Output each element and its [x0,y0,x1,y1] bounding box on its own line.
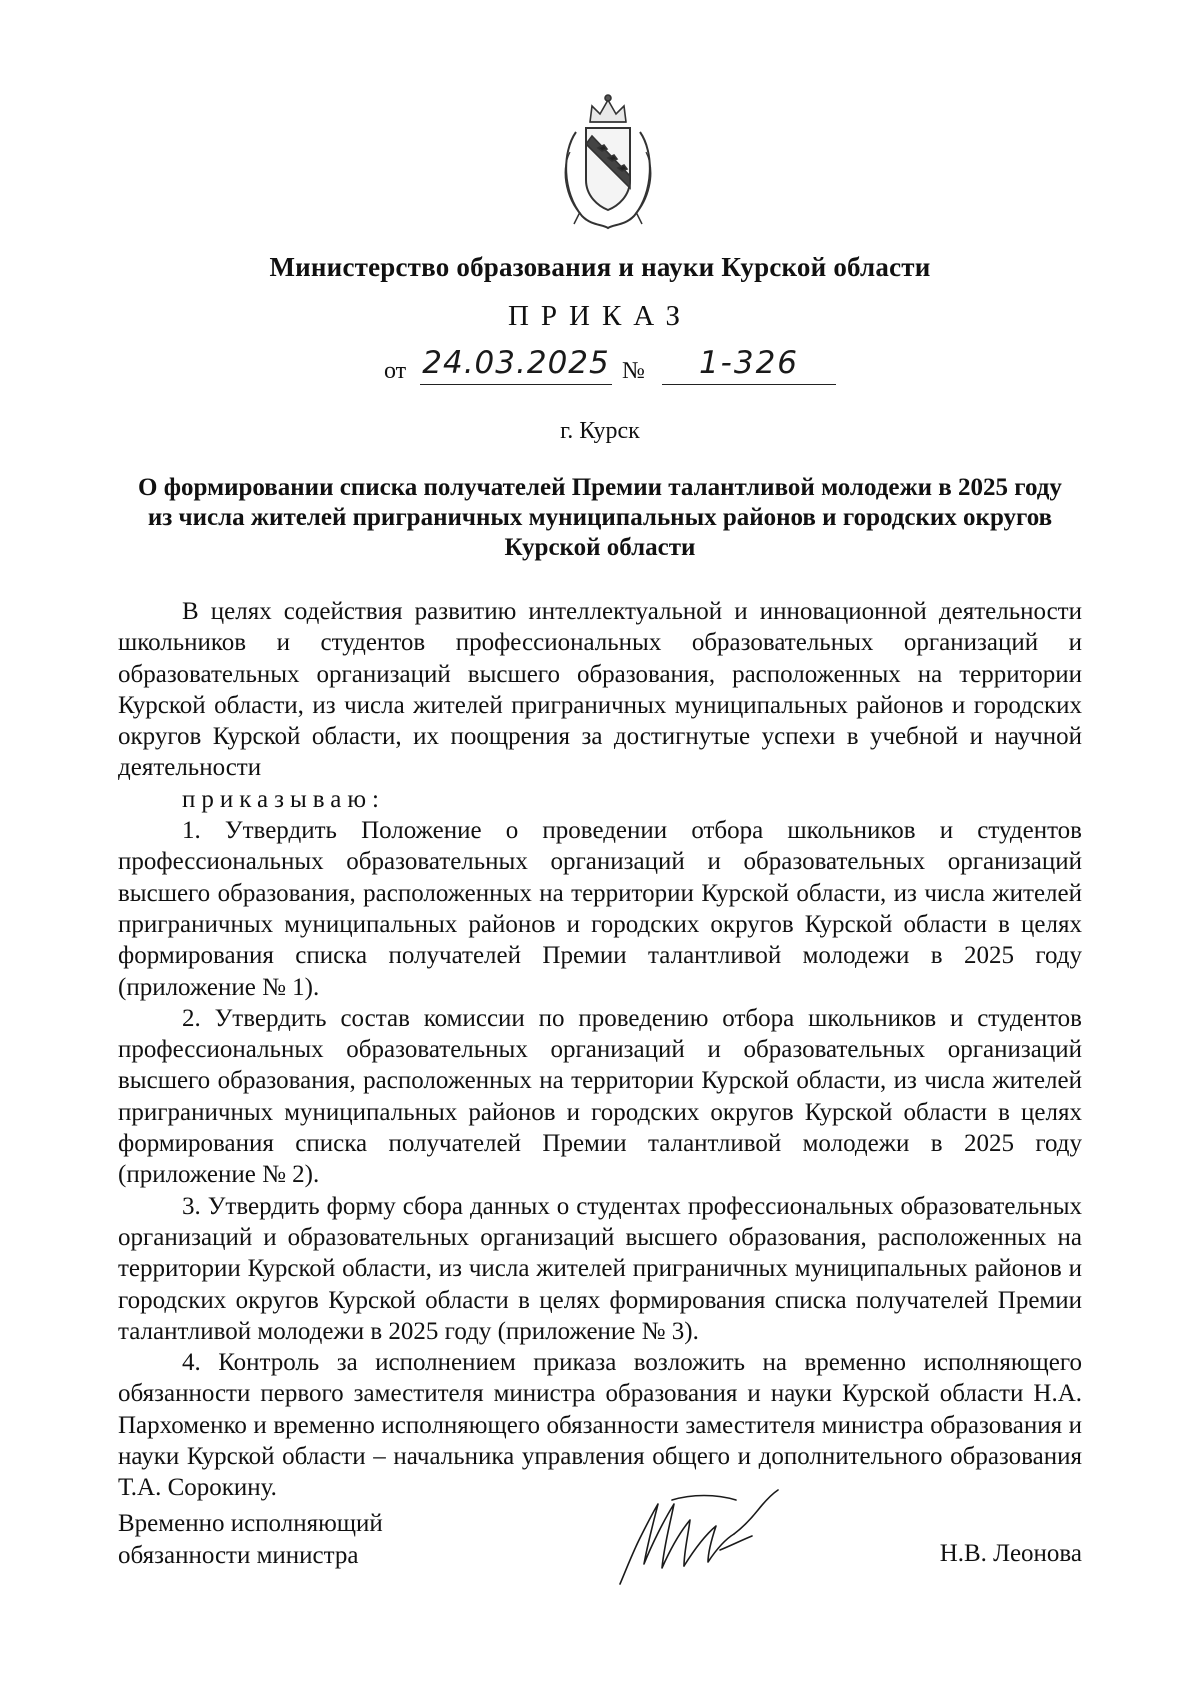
document-date: 24.03.2025 [420,346,612,385]
document-body [118,596,1082,1504]
signatory-title-line: Временно исполняющий [118,1510,383,1537]
document-subject [120,473,1080,563]
registration-line [384,346,844,390]
order-item-3: 3. Утвердить форму сбора данных о студентах профессиональных образовательных организаций и образовательных организаций высшего образования, расположенных на территории Курской области, из числа жителей приграничных муниципальных районов и городских округов Курской области в целях формирования списка получателей Премии талантливой молодежи в 2025 году (приложение № 3). [118,1192,1082,1345]
organization-title: Министерство образования и науки Курской области [269,252,931,282]
document-type: ПРИКАЗ [507,300,693,332]
subject-line: О формировании списка получателей Премии талантливой молодежи в 2025 году [138,474,1062,501]
order-item-2: 2. Утвердить состав комиссии по проведению отбора школьников и студентов профессиональных образовательных организаций и образовательных организаций высшего образования, расположенных на территории Курской области, из числа жителей приграничных муниципальных районов и городских округов Курской области в целях формирования списка получателей Премии талантливой молодежи в 2025 году (приложение № 2). [118,1004,1082,1189]
handwritten-signature [612,1480,812,1590]
signatory-title [118,1508,383,1572]
signatory-name: Н.В. Леонова [939,1540,1082,1567]
subject-line: из числа жителей приграничных муниципальных районов и городских округов [147,504,1053,531]
date-prefix: от [384,358,407,384]
signatory-title-line: обязанности министра [118,1542,359,1569]
coat-of-arms-icon [556,92,660,232]
order-word: приказываю: [182,785,385,813]
number-sign: № [622,358,645,384]
order-item-4: 4. Контроль за исполнением приказа возложить на временно исполняющего обязанности первого заместителя министра образования и науки Курской области Н.А. Пархоменко и временно исполняющего обязанности заместителя министра образования и науки Курской области – начальника управления общего и дополнительного образования Т.А. Сорокину. [118,1349,1082,1502]
city: г. Курск [560,418,640,444]
subject-line: Курской области [504,534,696,561]
order-item-1: 1. Утвердить Положение о проведении отбора школьников и студентов профессиональных образовательных организаций и образовательных организаций высшего образования, расположенных на территории Курской области, из числа жителей приграничных муниципальных районов и городских округов Курской области в целях формирования списка получателей Премии талантливой молодежи в 2025 году (приложение № 1). [118,817,1082,1001]
preamble-paragraph: В целях содействия развитию интеллектуальной и инновационной деятельности школьников и студентов профессиональных образовательных организаций и образовательных организаций высшего образования, расположенных на территории Курской области, из числа жителей приграничных муниципальных районов и городских округов Курской области, их поощрения за достигнутые успехи в учебной и научной деятельности [118,598,1082,782]
document-number: 1-326 [662,346,836,385]
